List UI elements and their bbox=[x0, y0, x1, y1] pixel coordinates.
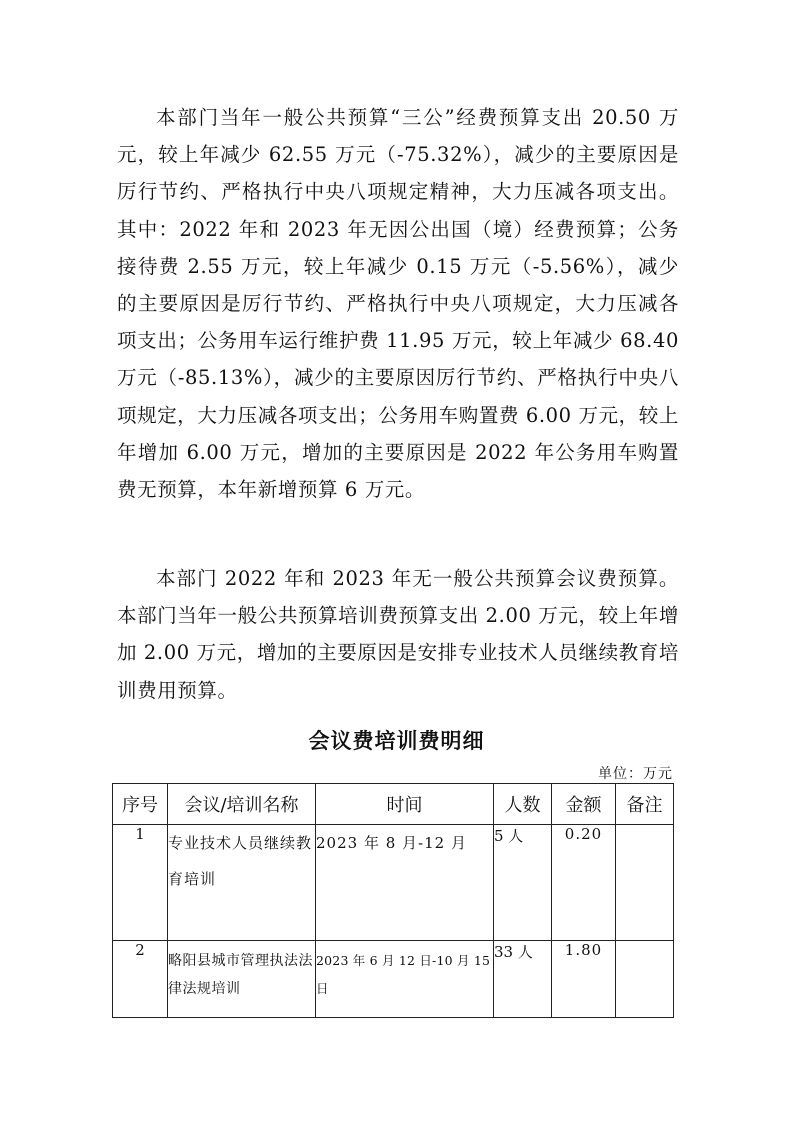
table-header-row bbox=[113, 784, 674, 825]
header-index: 序号 bbox=[113, 784, 168, 825]
cell-time: 2023 年 6 月 12 日-10 月 15 日 bbox=[316, 941, 494, 1018]
meeting-training-table bbox=[112, 783, 674, 1018]
cell-count: 33 人 bbox=[494, 941, 552, 1018]
cell-remark bbox=[616, 825, 674, 941]
cell-index: 2 bbox=[113, 941, 168, 1018]
cell-amount: 0.20 bbox=[552, 825, 616, 941]
table-title: 会议费培训费明细 bbox=[308, 729, 485, 753]
cell-name: 略阳县城市管理执法法律法规培训 bbox=[168, 941, 316, 1018]
cell-amount: 1.80 bbox=[552, 941, 616, 1018]
paragraph-three-public-expenses: 本部门当年一般公共预算“三公”经费预算支出 20.50 万元，较上年减少 62.55 万元（-75.32%），减少的主要原因是厉行节约、严格执行中央八项规定精神，大力压减各项支出。其中：2022 年和 2023 年无因公出国（境）经费预算；公务接待费 2.55 万元，较上年减少 0.15 万元（-5.56%），减少的主要原因是厉行节约、严格执行中央八项规定，大力压减各项支出；公务用车运行维护费 11.95 万元，较上年减少 68.40 万元（-85.13%），减少的主要原因厉行节约、严格执行中央八项规定，大力压减各项支出；公务用车购置费 6.00 万元，较上年增加 6.00 万元，增加的主要原因是 2022 年公务用车购置费无预算，本年新增预算 6 万元。 bbox=[117, 106, 679, 502]
cell-time: 2023 年 8 月-12 月 bbox=[316, 825, 494, 941]
header-name: 会议/培训名称 bbox=[168, 784, 316, 825]
cell-name: 专业技术人员继续教育培训 bbox=[168, 825, 316, 941]
header-count: 人数 bbox=[494, 784, 552, 825]
header-amount: 金额 bbox=[552, 784, 616, 825]
cell-count: 5 人 bbox=[494, 825, 552, 941]
table-unit: 单位：万元 bbox=[598, 766, 673, 782]
cell-remark bbox=[616, 941, 674, 1018]
cell-index: 1 bbox=[113, 825, 168, 941]
header-remark: 备注 bbox=[616, 784, 674, 825]
paragraph-meeting-training-expenses: 本部门 2022 年和 2023 年无一般公共预算会议费预算。本部门当年一般公共预算培训费预算支出 2.00 万元，较上年增加 2.00 万元，增加的主要原因是安排专业技术人员继续教育培训费用预算。 bbox=[117, 567, 679, 702]
table-row bbox=[113, 941, 674, 1018]
table-row bbox=[113, 825, 674, 941]
header-time: 时间 bbox=[316, 784, 494, 825]
